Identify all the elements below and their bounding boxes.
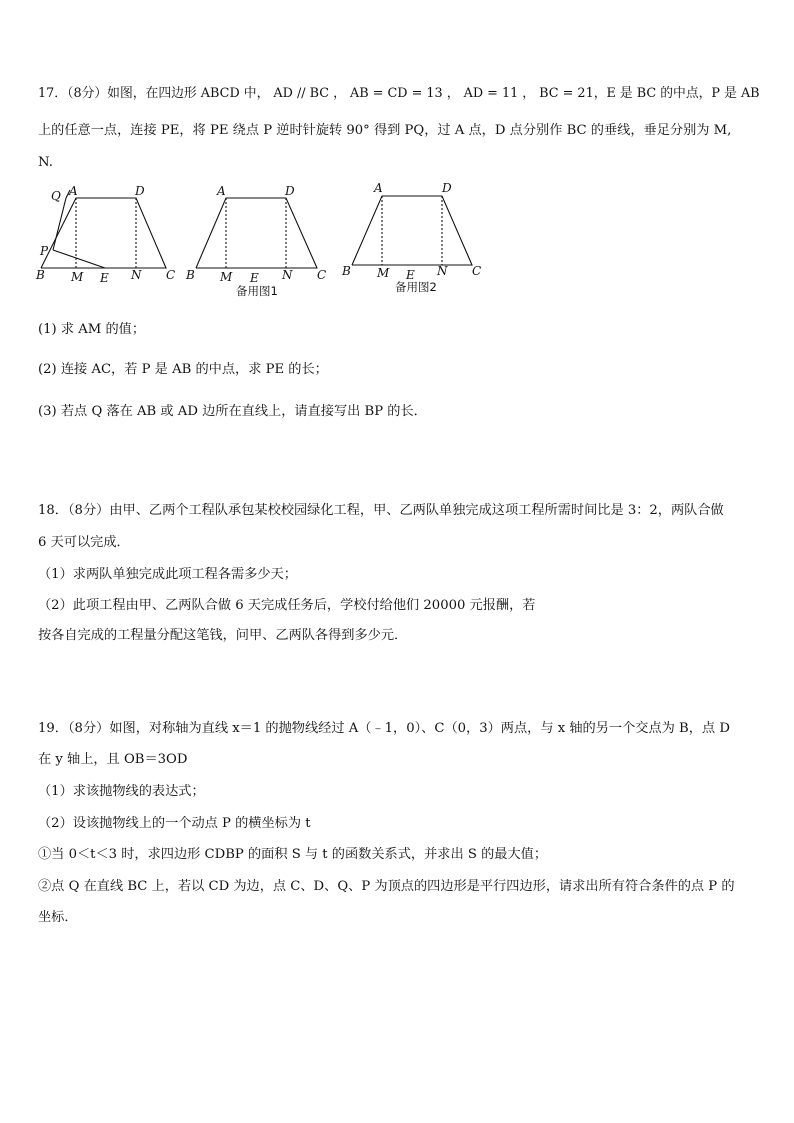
q17-line-2: 上的任意一点，连接 PE，将 PE 绕点 P 逆时针旋转 90° 得到 PQ，过 A 点，D 点分别作 BC 的垂线，垂足分别为 M, — [38, 123, 732, 138]
label-P: P — [40, 244, 49, 258]
q17-line-3: N. — [38, 155, 53, 170]
q19-sub-2b: ②点 Q 在直线 BC 上，若以 CD 为边，点 C、D、Q、P 为顶点的四边形是平行四边形，请求出所有符合条件的点 P 的 — [38, 879, 735, 894]
q17-figures — [34, 178, 504, 304]
label-C: C — [472, 264, 482, 278]
q18-sub-1: （1）求两队单独完成此项工程各需多少天； — [38, 567, 297, 582]
label-A: A — [69, 184, 78, 198]
q19-sub-1: （1）求该抛物线的表达式； — [38, 784, 205, 799]
label-E: E — [100, 271, 109, 285]
label-A: A — [374, 181, 383, 195]
caption-backup-2: 备用图2 — [395, 280, 437, 294]
q17-sub-3: (3) 若点 Q 落在 AB 或 AD 边所在直线上，请直接写出 BP 的长． — [38, 404, 427, 419]
label-N: N — [437, 264, 448, 278]
q17-sub-1: (1) 求 AM 的值； — [38, 322, 146, 337]
label-B: B — [342, 264, 351, 278]
label-N: N — [131, 268, 142, 282]
q19-line-1: 19．（8分）如图，对称轴为直线 x＝1 的抛物线经过 A（﹣1，0）、C（0，3）两点，与 x 轴的另一个交点为 B，点 D — [38, 721, 730, 736]
figure-backup-1 — [196, 198, 317, 268]
caption-backup-1: 备用图1 — [236, 284, 278, 298]
label-D: D — [442, 181, 452, 195]
q18-sub-2b: 按各自完成的工程量分配这笔钱，问甲、乙两队各得到多少元． — [38, 628, 408, 643]
label-D: D — [135, 184, 145, 198]
figure-backup-2 — [352, 196, 472, 265]
q19-sub-2: （2）设该抛物线上的一个动点 P 的横坐标为 t — [38, 816, 311, 831]
label-Q: Q — [51, 189, 61, 203]
label-C: C — [317, 268, 327, 282]
label-M: M — [220, 270, 233, 284]
label-N: N — [282, 268, 293, 282]
q19-sub-2a: ①当 0＜t＜3 时，求四边形 CDBP 的面积 S 与 t 的函数关系式，并求出 S 的最大值； — [38, 847, 548, 862]
q18-sub-2: （2）此项工程由甲、乙两队合做 6 天完成任务后，学校付给他们 20000 元报酬，若 — [38, 598, 536, 613]
q19-sub-2c: 坐标． — [38, 910, 78, 925]
label-D: D — [285, 184, 295, 198]
label-M: M — [71, 270, 84, 284]
label-B: B — [186, 268, 195, 282]
trapezoid-figures — [34, 178, 504, 300]
q18-line-1: 18．（8分）由甲、乙两个工程队承包某校校园绿化工程，甲、乙两队单独完成这项工程所需时间比是 3：2，两队合做 — [38, 503, 724, 518]
label-B: B — [36, 268, 45, 282]
q17-sub-2: (2) 连接 AC，若 P 是 AB 的中点，求 PE 的长； — [38, 362, 328, 377]
label-E: E — [406, 268, 415, 282]
label-E: E — [250, 271, 259, 285]
q18-line-2: 6 天可以完成． — [38, 535, 130, 550]
label-C: C — [166, 268, 176, 282]
label-M: M — [377, 266, 390, 280]
q17-line-1: 17．（8分）如图，在四边形 ABCD 中， AD // BC ， AB = CD = 13 ， AD = 11 ， BC = 21，E 是 BC 的中点，P 是 AB — [38, 86, 760, 101]
figure-main-labels — [35, 184, 175, 285]
q19-line-2: 在 y 轴上，且 OB＝3OD — [38, 752, 188, 767]
label-A: A — [217, 184, 226, 198]
